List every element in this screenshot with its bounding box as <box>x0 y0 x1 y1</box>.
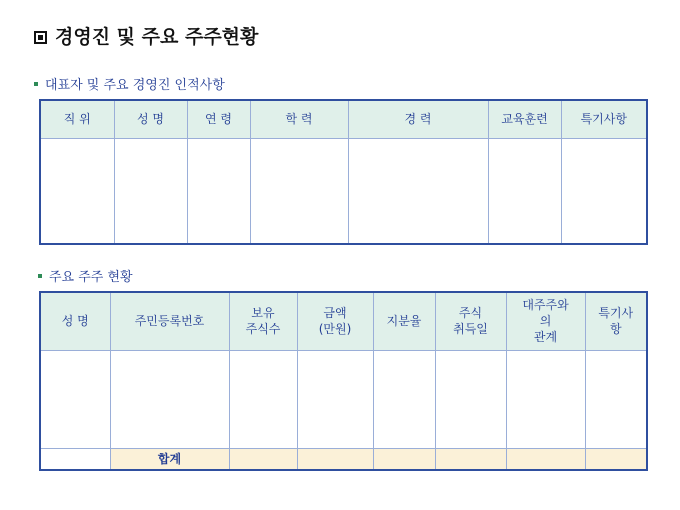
header-amount: 금액 (만원) <box>297 292 373 350</box>
header-career: 경 력 <box>348 100 488 138</box>
bullet-icon <box>34 82 38 86</box>
header-special-notes: 특기사 항 <box>585 292 647 350</box>
cell-acquisition-date[interactable] <box>435 350 506 448</box>
total-label: 합계 <box>110 448 229 470</box>
cell-amount[interactable] <box>297 350 373 448</box>
header-resident-number: 주민등록번호 <box>110 292 229 350</box>
section-shareholders-label: 주요 주주 현황 <box>49 270 133 285</box>
total-relationship[interactable] <box>506 448 585 470</box>
cell-remarks[interactable] <box>561 138 647 244</box>
header-education: 학 력 <box>250 100 348 138</box>
header-holder-name: 성 명 <box>40 292 110 350</box>
header-remarks: 특기사항 <box>561 100 647 138</box>
total-special-notes[interactable] <box>585 448 647 470</box>
header-position: 직 위 <box>40 100 114 138</box>
total-blank-cell <box>40 448 110 470</box>
cell-training[interactable] <box>488 138 561 244</box>
header-equity-ratio: 지분율 <box>373 292 435 350</box>
cell-name[interactable] <box>114 138 187 244</box>
cell-special-notes[interactable] <box>585 350 647 448</box>
bullet-icon <box>38 274 42 278</box>
total-equity-ratio[interactable] <box>373 448 435 470</box>
cell-holder-name[interactable] <box>40 350 110 448</box>
total-acquisition-date[interactable] <box>435 448 506 470</box>
executives-table <box>39 99 648 245</box>
section-executives-label: 대표자 및 주요 경영진 인적사항 <box>45 78 225 93</box>
cell-relationship[interactable] <box>506 350 585 448</box>
total-shares-held[interactable] <box>229 448 297 470</box>
cell-position[interactable] <box>40 138 114 244</box>
total-amount[interactable] <box>297 448 373 470</box>
cell-education[interactable] <box>250 138 348 244</box>
executives-header-row <box>40 100 647 138</box>
shareholders-data-row <box>40 350 647 448</box>
header-training: 교육훈련 <box>488 100 561 138</box>
cell-shares-held[interactable] <box>229 350 297 448</box>
shareholders-table <box>39 291 648 471</box>
section-executives-title <box>34 74 225 93</box>
header-shares-held: 보유 주식수 <box>229 292 297 350</box>
executives-data-row <box>40 138 647 244</box>
cell-career[interactable] <box>348 138 488 244</box>
cell-equity-ratio[interactable] <box>373 350 435 448</box>
header-acquisition-date: 주식 취득일 <box>435 292 506 350</box>
cell-age[interactable] <box>187 138 250 244</box>
page-title <box>34 22 258 49</box>
page-title-text: 경영진 및 주요 주주현황 <box>55 26 259 48</box>
total-row <box>40 448 647 470</box>
header-name: 성 명 <box>114 100 187 138</box>
cell-resident-number[interactable] <box>110 350 229 448</box>
shareholders-header-row <box>40 292 647 350</box>
header-relationship: 대주주와 의 관계 <box>506 292 585 350</box>
square-bullet-icon <box>34 31 47 44</box>
section-shareholders-title <box>38 266 133 285</box>
header-age: 연 령 <box>187 100 250 138</box>
